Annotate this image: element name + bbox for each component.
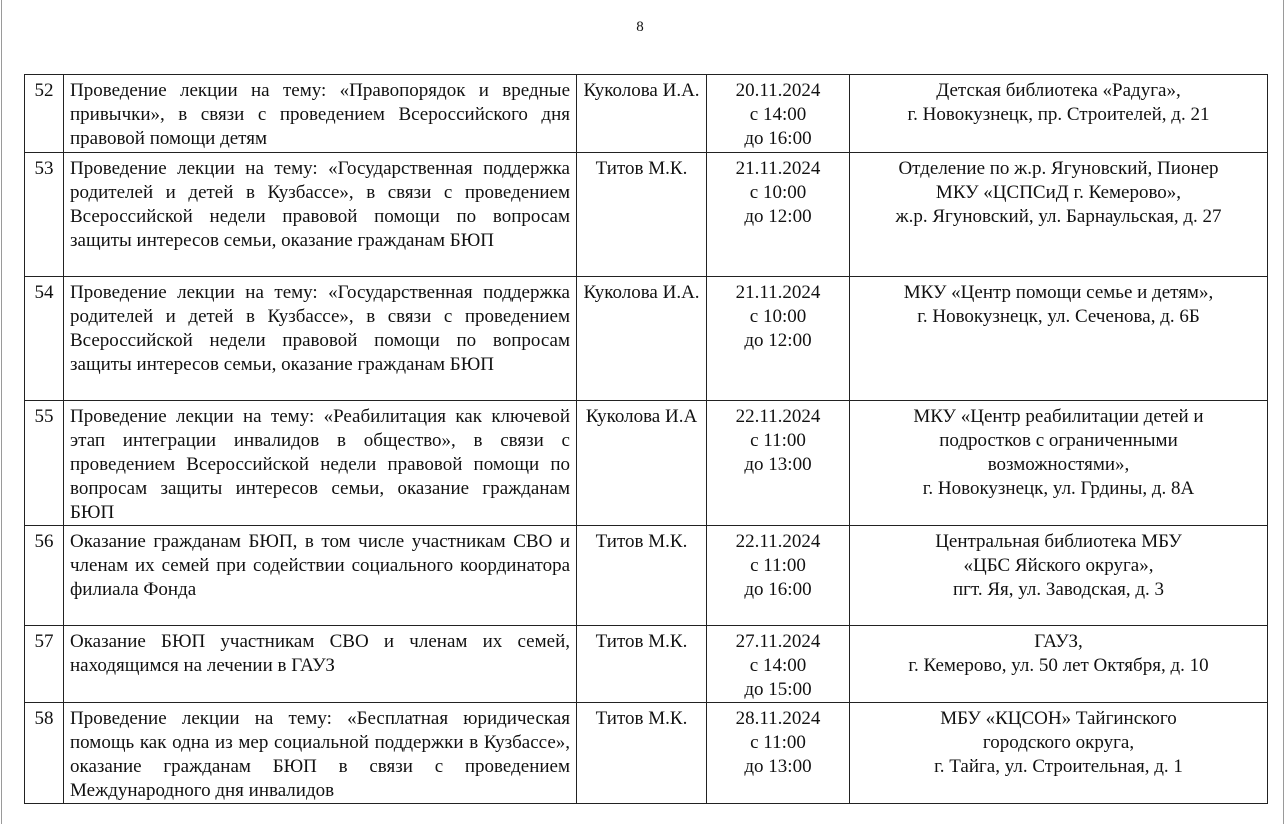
table-row (25, 277, 1268, 401)
event-description: Оказание гражданам БЮП, в том числе участникам СВО и членам их семей при содействии социального координатора филиала Фонда (64, 526, 577, 626)
row-number: 57 (25, 626, 64, 703)
row-number: 56 (25, 526, 64, 626)
location-line: Детская библиотека «Радуга», (936, 80, 1181, 101)
time-to: до 15:00 (744, 679, 812, 700)
time-from: с 11:00 (750, 555, 806, 576)
time-to: до 13:00 (744, 454, 812, 475)
event-description: Проведение лекции на тему: «Правопорядок и вредные привычки», в связи с проведением Всероссийского дня правовой помощи детям (64, 75, 577, 153)
table-row (25, 703, 1268, 804)
responsible-person: Титов М.К. (577, 526, 707, 626)
time-from: с 14:00 (749, 655, 807, 676)
location-line: г. Новокузнецк, пр. Строителей, д. 21 (907, 104, 1210, 125)
event-location (850, 75, 1268, 153)
event-description: Проведение лекции на тему: «Реабилитация как ключевой этап интеграции инвалидов в общество», в связи с проведением Всероссийской недели правовой помощи по вопросам защиты интересов семьи, оказание гражданам БЮП (64, 401, 577, 526)
time-to: до 12:00 (744, 330, 812, 351)
table-row (25, 626, 1268, 703)
event-description: Проведение лекции на тему: «Бесплатная юридическая помощь как одна из мер социальной поддержки в Кузбассе», оказание гражданам БЮП в связи с проведением Международного дня инвалидов (64, 703, 577, 804)
location-line: возможностями», (987, 454, 1130, 475)
event-date: 22.11.2024 (735, 531, 821, 552)
event-date: 22.11.2024 (735, 406, 821, 427)
location-line: г. Тайга, ул. Строительная, д. 1 (934, 756, 1183, 777)
location-line: Отделение по ж.р. Ягуновский, Пионер (898, 158, 1219, 179)
time-to: до 13:00 (744, 756, 812, 777)
location-line: МБУ «КЦСОН» Тайгинского (940, 708, 1177, 729)
events-table (24, 74, 1268, 804)
event-date: 27.11.2024 (735, 631, 821, 652)
event-datetime (707, 75, 850, 153)
time-from: с 14:00 (749, 104, 807, 125)
event-location (850, 526, 1268, 626)
time-to: до 12:00 (744, 206, 812, 227)
location-line: г. Новокузнецк, ул. Сеченова, д. 6Б (917, 306, 1200, 327)
time-from: с 11:00 (750, 732, 806, 753)
page-number: 8 (636, 19, 644, 35)
location-line: г. Новокузнецк, ул. Грдины, д. 8А (922, 478, 1195, 499)
time-from: с 10:00 (749, 182, 807, 203)
event-date: 21.11.2024 (735, 158, 821, 179)
event-description: Проведение лекции на тему: «Государственная поддержка родителей и детей в Кузбассе», в связи с проведением Всероссийской недели правовой помощи по вопросам защиты интересов семьи, оказание гражданам БЮП (64, 277, 577, 401)
responsible-person: Титов М.К. (577, 703, 707, 804)
responsible-person: Титов М.К. (577, 626, 707, 703)
location-line: пгт. Яя, ул. Заводская, д. 3 (952, 579, 1165, 600)
event-location (850, 153, 1268, 277)
row-number: 54 (25, 277, 64, 401)
event-datetime (707, 401, 850, 526)
location-line: городского округа, (982, 732, 1135, 753)
event-location (850, 626, 1268, 703)
time-to: до 16:00 (744, 579, 812, 600)
row-number: 52 (25, 75, 64, 153)
location-line: ж.р. Ягуновский, ул. Барнаульская, д. 27 (895, 206, 1222, 227)
location-line: подростков с ограниченными (939, 430, 1178, 451)
event-location (850, 277, 1268, 401)
event-date: 21.11.2024 (735, 282, 821, 303)
event-location (850, 401, 1268, 526)
event-datetime (707, 277, 850, 401)
table-row (25, 401, 1268, 526)
table-row (25, 75, 1268, 153)
responsible-person: Куколова И.А. (577, 277, 707, 401)
event-datetime (707, 703, 850, 804)
time-from: с 10:00 (749, 306, 807, 327)
location-line: г. Кемерово, ул. 50 лет Октября, д. 10 (908, 655, 1209, 676)
event-date: 20.11.2024 (735, 80, 821, 101)
time-to: до 16:00 (744, 128, 812, 149)
responsible-person: Куколова И.А (577, 401, 707, 526)
event-description: Оказание БЮП участникам СВО и членам их семей, находящимся на лечении в ГАУЗ (64, 626, 577, 703)
location-line: ГАУЗ, (1034, 631, 1083, 652)
location-line: Центральная библиотека МБУ (935, 531, 1182, 552)
location-line: МКУ «ЦСПСиД г. Кемерово», (935, 182, 1182, 203)
time-from: с 11:00 (750, 430, 806, 451)
location-line: «ЦБС Яйского округа», (963, 555, 1154, 576)
location-line: МКУ «Центр помощи семье и детям», (903, 282, 1214, 303)
row-number: 58 (25, 703, 64, 804)
responsible-person: Титов М.К. (577, 153, 707, 277)
event-description: Проведение лекции на тему: «Государственная поддержка родителей и детей в Кузбассе», в связи с проведением Всероссийской недели правовой помощи по вопросам защиты интересов семьи, оказание гражданам БЮП (64, 153, 577, 277)
row-number: 55 (25, 401, 64, 526)
event-datetime (707, 153, 850, 277)
responsible-person: Куколова И.А. (577, 75, 707, 153)
event-date: 28.11.2024 (735, 708, 821, 729)
table-row (25, 526, 1268, 626)
event-datetime (707, 526, 850, 626)
table-row (25, 153, 1268, 277)
row-number: 53 (25, 153, 64, 277)
location-line: МКУ «Центр реабилитации детей и (913, 406, 1204, 427)
event-location (850, 703, 1268, 804)
event-datetime (707, 626, 850, 703)
